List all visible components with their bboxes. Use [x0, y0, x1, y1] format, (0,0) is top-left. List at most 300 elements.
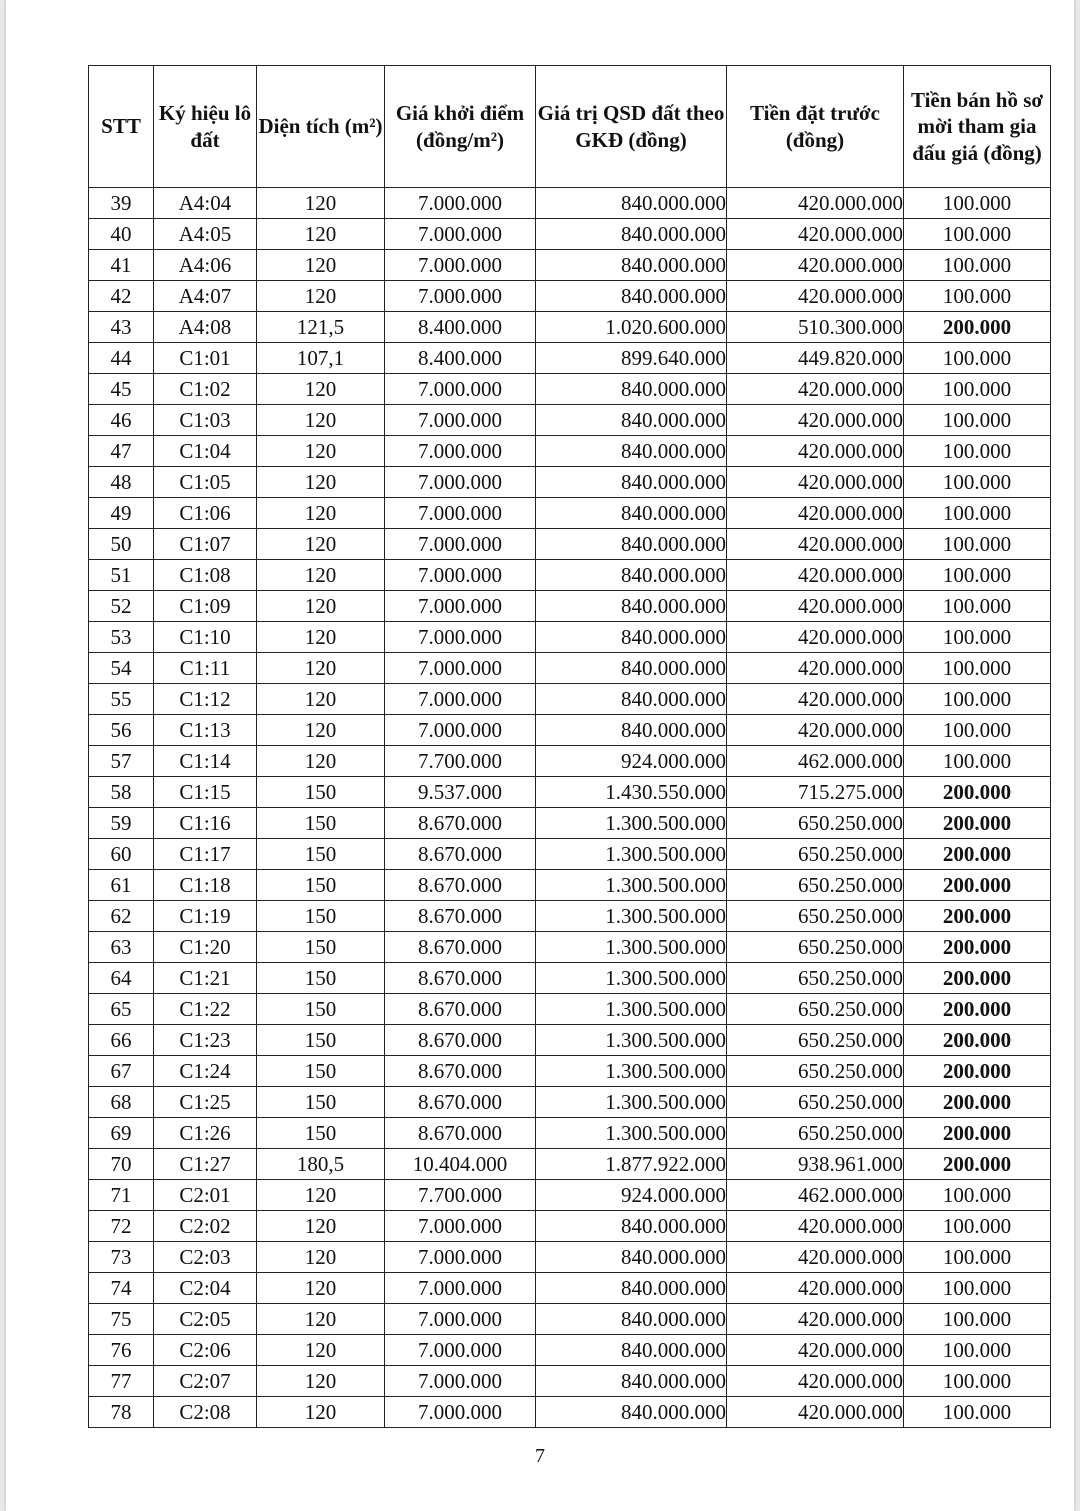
cell-lot-code: C1:20: [154, 932, 257, 963]
header-dossier-fee: Tiền bán hồ sơ mời tham gia đấu giá (đồng): [904, 66, 1051, 188]
cell-starting-price: 7.000.000: [385, 250, 536, 281]
cell-lot-code: C2:07: [154, 1366, 257, 1397]
cell-dossier-fee: 100.000: [904, 1335, 1051, 1366]
cell-starting-price: 7.700.000: [385, 746, 536, 777]
cell-lot-code: A4:05: [154, 219, 257, 250]
cell-starting-price: 8.670.000: [385, 932, 536, 963]
cell-land-value: 840.000.000: [536, 188, 727, 219]
cell-dossier-fee: 100.000: [904, 684, 1051, 715]
cell-dossier-fee: 100.000: [904, 374, 1051, 405]
cell-lot-code: C1:25: [154, 1087, 257, 1118]
cell-area: 120: [257, 1211, 385, 1242]
cell-dossier-fee: 200.000: [904, 1118, 1051, 1149]
cell-deposit: 449.820.000: [727, 343, 904, 374]
cell-deposit: 650.250.000: [727, 963, 904, 994]
cell-lot-code: C1:17: [154, 839, 257, 870]
cell-stt: 47: [89, 436, 154, 467]
cell-deposit: 650.250.000: [727, 870, 904, 901]
cell-dossier-fee: 100.000: [904, 591, 1051, 622]
cell-lot-code: C1:15: [154, 777, 257, 808]
table-header: [89, 66, 1051, 188]
cell-deposit: 420.000.000: [727, 405, 904, 436]
cell-deposit: 650.250.000: [727, 901, 904, 932]
cell-starting-price: 7.000.000: [385, 653, 536, 684]
cell-deposit: 420.000.000: [727, 622, 904, 653]
cell-dossier-fee: 100.000: [904, 746, 1051, 777]
cell-area: 120: [257, 436, 385, 467]
document-page: [6, 0, 1074, 1511]
cell-stt: 75: [89, 1304, 154, 1335]
cell-starting-price: 7.000.000: [385, 560, 536, 591]
cell-land-value: 840.000.000: [536, 1335, 727, 1366]
cell-land-value: 840.000.000: [536, 529, 727, 560]
cell-lot-code: C1:11: [154, 653, 257, 684]
table-row: [89, 808, 1051, 839]
cell-dossier-fee: 100.000: [904, 1211, 1051, 1242]
cell-area: 120: [257, 498, 385, 529]
cell-deposit: 420.000.000: [727, 467, 904, 498]
cell-area: 120: [257, 374, 385, 405]
cell-lot-code: C1:08: [154, 560, 257, 591]
cell-lot-code: C2:05: [154, 1304, 257, 1335]
cell-stt: 62: [89, 901, 154, 932]
cell-land-value: 840.000.000: [536, 405, 727, 436]
cell-land-value: 1.430.550.000: [536, 777, 727, 808]
cell-land-value: 1.300.500.000: [536, 1118, 727, 1149]
table-row: [89, 1211, 1051, 1242]
cell-starting-price: 7.000.000: [385, 1273, 536, 1304]
table-row: [89, 467, 1051, 498]
table-row: [89, 870, 1051, 901]
cell-area: 120: [257, 1180, 385, 1211]
cell-deposit: 420.000.000: [727, 591, 904, 622]
cell-dossier-fee: 100.000: [904, 653, 1051, 684]
cell-starting-price: 8.400.000: [385, 312, 536, 343]
cell-lot-code: C1:26: [154, 1118, 257, 1149]
cell-deposit: 462.000.000: [727, 746, 904, 777]
cell-land-value: 1.300.500.000: [536, 808, 727, 839]
cell-starting-price: 7.000.000: [385, 498, 536, 529]
cell-stt: 54: [89, 653, 154, 684]
table-row: [89, 839, 1051, 870]
table-row: [89, 312, 1051, 343]
cell-stt: 72: [89, 1211, 154, 1242]
table-row: [89, 684, 1051, 715]
cell-area: 120: [257, 219, 385, 250]
cell-deposit: 420.000.000: [727, 250, 904, 281]
cell-area: 180,5: [257, 1149, 385, 1180]
cell-stt: 67: [89, 1056, 154, 1087]
table-body: [89, 188, 1051, 1428]
cell-dossier-fee: 200.000: [904, 312, 1051, 343]
cell-deposit: 420.000.000: [727, 1211, 904, 1242]
cell-stt: 53: [89, 622, 154, 653]
cell-stt: 63: [89, 932, 154, 963]
table-row: [89, 250, 1051, 281]
cell-stt: 59: [89, 808, 154, 839]
cell-stt: 58: [89, 777, 154, 808]
cell-land-value: 840.000.000: [536, 281, 727, 312]
cell-deposit: 650.250.000: [727, 932, 904, 963]
cell-starting-price: 8.670.000: [385, 1118, 536, 1149]
cell-lot-code: A4:06: [154, 250, 257, 281]
cell-lot-code: C1:06: [154, 498, 257, 529]
cell-lot-code: C2:03: [154, 1242, 257, 1273]
table-row: [89, 281, 1051, 312]
cell-land-value: 840.000.000: [536, 591, 727, 622]
table-row: [89, 1087, 1051, 1118]
cell-starting-price: 8.670.000: [385, 901, 536, 932]
table-row: [89, 219, 1051, 250]
cell-stt: 50: [89, 529, 154, 560]
cell-dossier-fee: 100.000: [904, 560, 1051, 591]
cell-area: 120: [257, 188, 385, 219]
cell-stt: 42: [89, 281, 154, 312]
cell-stt: 64: [89, 963, 154, 994]
cell-starting-price: 8.670.000: [385, 1087, 536, 1118]
table-row: [89, 1056, 1051, 1087]
cell-deposit: 420.000.000: [727, 529, 904, 560]
cell-land-value: 840.000.000: [536, 1397, 727, 1428]
cell-lot-code: C2:06: [154, 1335, 257, 1366]
cell-dossier-fee: 200.000: [904, 901, 1051, 932]
cell-lot-code: C1:13: [154, 715, 257, 746]
cell-area: 150: [257, 839, 385, 870]
cell-stt: 48: [89, 467, 154, 498]
land-lot-table: [88, 65, 1051, 1428]
table-row: [89, 932, 1051, 963]
cell-dossier-fee: 200.000: [904, 777, 1051, 808]
cell-starting-price: 7.000.000: [385, 188, 536, 219]
cell-area: 120: [257, 591, 385, 622]
cell-lot-code: C1:12: [154, 684, 257, 715]
cell-lot-code: C1:10: [154, 622, 257, 653]
cell-dossier-fee: 200.000: [904, 932, 1051, 963]
cell-stt: 45: [89, 374, 154, 405]
cell-dossier-fee: 100.000: [904, 1304, 1051, 1335]
table-row: [89, 994, 1051, 1025]
cell-land-value: 840.000.000: [536, 1304, 727, 1335]
cell-stt: 44: [89, 343, 154, 374]
cell-starting-price: 7.000.000: [385, 684, 536, 715]
table-row: [89, 1366, 1051, 1397]
cell-land-value: 840.000.000: [536, 467, 727, 498]
table-row: [89, 343, 1051, 374]
cell-area: 120: [257, 1335, 385, 1366]
cell-deposit: 420.000.000: [727, 1304, 904, 1335]
cell-starting-price: 8.400.000: [385, 343, 536, 374]
cell-land-value: 1.300.500.000: [536, 994, 727, 1025]
cell-dossier-fee: 100.000: [904, 622, 1051, 653]
cell-land-value: 899.640.000: [536, 343, 727, 374]
cell-dossier-fee: 200.000: [904, 1056, 1051, 1087]
table-row: [89, 1273, 1051, 1304]
cell-starting-price: 7.000.000: [385, 281, 536, 312]
cell-dossier-fee: 200.000: [904, 963, 1051, 994]
cell-stt: 78: [89, 1397, 154, 1428]
cell-starting-price: 8.670.000: [385, 870, 536, 901]
cell-deposit: 650.250.000: [727, 1087, 904, 1118]
table-row: [89, 746, 1051, 777]
cell-lot-code: C1:23: [154, 1025, 257, 1056]
table-row: [89, 1397, 1051, 1428]
cell-deposit: 650.250.000: [727, 994, 904, 1025]
cell-area: 107,1: [257, 343, 385, 374]
cell-area: 120: [257, 529, 385, 560]
cell-lot-code: C1:01: [154, 343, 257, 374]
cell-deposit: 938.961.000: [727, 1149, 904, 1180]
cell-starting-price: 7.000.000: [385, 715, 536, 746]
cell-starting-price: 7.000.000: [385, 436, 536, 467]
cell-stt: 74: [89, 1273, 154, 1304]
cell-deposit: 650.250.000: [727, 1118, 904, 1149]
cell-deposit: 650.250.000: [727, 1056, 904, 1087]
cell-starting-price: 8.670.000: [385, 1056, 536, 1087]
cell-dossier-fee: 200.000: [904, 1087, 1051, 1118]
cell-stt: 41: [89, 250, 154, 281]
cell-land-value: 1.877.922.000: [536, 1149, 727, 1180]
cell-starting-price: 8.670.000: [385, 808, 536, 839]
cell-land-value: 840.000.000: [536, 219, 727, 250]
cell-dossier-fee: 100.000: [904, 529, 1051, 560]
cell-stt: 76: [89, 1335, 154, 1366]
cell-stt: 56: [89, 715, 154, 746]
cell-area: 120: [257, 1273, 385, 1304]
cell-stt: 57: [89, 746, 154, 777]
cell-dossier-fee: 200.000: [904, 1025, 1051, 1056]
cell-land-value: 924.000.000: [536, 746, 727, 777]
cell-deposit: 650.250.000: [727, 808, 904, 839]
cell-area: 120: [257, 467, 385, 498]
table-row: [89, 1180, 1051, 1211]
cell-starting-price: 10.404.000: [385, 1149, 536, 1180]
cell-area: 120: [257, 746, 385, 777]
cell-lot-code: C2:01: [154, 1180, 257, 1211]
cell-starting-price: 8.670.000: [385, 963, 536, 994]
cell-dossier-fee: 100.000: [904, 498, 1051, 529]
cell-starting-price: 7.000.000: [385, 591, 536, 622]
cell-area: 120: [257, 1366, 385, 1397]
cell-starting-price: 7.000.000: [385, 529, 536, 560]
cell-land-value: 840.000.000: [536, 653, 727, 684]
table-row: [89, 1242, 1051, 1273]
cell-stt: 61: [89, 870, 154, 901]
cell-land-value: 1.300.500.000: [536, 1087, 727, 1118]
cell-land-value: 1.300.500.000: [536, 963, 727, 994]
cell-starting-price: 7.000.000: [385, 405, 536, 436]
cell-area: 120: [257, 560, 385, 591]
cell-land-value: 840.000.000: [536, 1242, 727, 1273]
cell-area: 150: [257, 932, 385, 963]
cell-lot-code: C1:07: [154, 529, 257, 560]
cell-land-value: 840.000.000: [536, 1366, 727, 1397]
cell-area: 121,5: [257, 312, 385, 343]
cell-starting-price: 8.670.000: [385, 839, 536, 870]
cell-dossier-fee: 100.000: [904, 436, 1051, 467]
cell-lot-code: C2:04: [154, 1273, 257, 1304]
cell-stt: 66: [89, 1025, 154, 1056]
cell-land-value: 1.300.500.000: [536, 870, 727, 901]
table-row: [89, 405, 1051, 436]
cell-lot-code: C1:04: [154, 436, 257, 467]
cell-stt: 69: [89, 1118, 154, 1149]
cell-land-value: 840.000.000: [536, 715, 727, 746]
cell-land-value: 840.000.000: [536, 250, 727, 281]
cell-dossier-fee: 100.000: [904, 467, 1051, 498]
cell-dossier-fee: 100.000: [904, 281, 1051, 312]
cell-deposit: 650.250.000: [727, 839, 904, 870]
table-row: [89, 560, 1051, 591]
cell-stt: 71: [89, 1180, 154, 1211]
cell-land-value: 1.300.500.000: [536, 1025, 727, 1056]
cell-stt: 55: [89, 684, 154, 715]
cell-stt: 40: [89, 219, 154, 250]
cell-area: 150: [257, 1025, 385, 1056]
cell-lot-code: C1:02: [154, 374, 257, 405]
cell-land-value: 1.300.500.000: [536, 901, 727, 932]
cell-starting-price: 7.000.000: [385, 1211, 536, 1242]
cell-lot-code: A4:04: [154, 188, 257, 219]
table-row: [89, 1118, 1051, 1149]
cell-lot-code: C1:24: [154, 1056, 257, 1087]
cell-land-value: 1.300.500.000: [536, 1056, 727, 1087]
header-land-value: Giá trị QSD đất theo GKĐ (đồng): [536, 66, 727, 188]
cell-deposit: 420.000.000: [727, 1335, 904, 1366]
cell-deposit: 420.000.000: [727, 1366, 904, 1397]
cell-deposit: 420.000.000: [727, 1242, 904, 1273]
cell-stt: 77: [89, 1366, 154, 1397]
cell-dossier-fee: 200.000: [904, 839, 1051, 870]
cell-land-value: 840.000.000: [536, 622, 727, 653]
table-row: [89, 498, 1051, 529]
cell-deposit: 420.000.000: [727, 498, 904, 529]
cell-stt: 73: [89, 1242, 154, 1273]
cell-stt: 39: [89, 188, 154, 219]
cell-land-value: 1.300.500.000: [536, 932, 727, 963]
cell-starting-price: 7.000.000: [385, 467, 536, 498]
table-row: [89, 374, 1051, 405]
cell-area: 150: [257, 1118, 385, 1149]
cell-dossier-fee: 100.000: [904, 250, 1051, 281]
cell-land-value: 924.000.000: [536, 1180, 727, 1211]
cell-lot-code: C1:05: [154, 467, 257, 498]
cell-stt: 60: [89, 839, 154, 870]
cell-lot-code: C2:08: [154, 1397, 257, 1428]
cell-deposit: 420.000.000: [727, 653, 904, 684]
cell-lot-code: C1:18: [154, 870, 257, 901]
cell-area: 120: [257, 653, 385, 684]
cell-deposit: 420.000.000: [727, 715, 904, 746]
cell-starting-price: 7.000.000: [385, 1366, 536, 1397]
cell-dossier-fee: 100.000: [904, 1180, 1051, 1211]
cell-stt: 68: [89, 1087, 154, 1118]
cell-area: 120: [257, 281, 385, 312]
header-area: Diện tích (m²): [257, 66, 385, 188]
cell-stt: 52: [89, 591, 154, 622]
cell-starting-price: 7.000.000: [385, 219, 536, 250]
cell-dossier-fee: 100.000: [904, 1366, 1051, 1397]
cell-dossier-fee: 200.000: [904, 808, 1051, 839]
cell-starting-price: 8.670.000: [385, 994, 536, 1025]
cell-starting-price: 7.700.000: [385, 1180, 536, 1211]
cell-land-value: 840.000.000: [536, 1273, 727, 1304]
cell-dossier-fee: 100.000: [904, 715, 1051, 746]
table-row: [89, 622, 1051, 653]
cell-area: 150: [257, 994, 385, 1025]
table-row: [89, 188, 1051, 219]
cell-land-value: 1.300.500.000: [536, 839, 727, 870]
cell-deposit: 420.000.000: [727, 560, 904, 591]
cell-deposit: 420.000.000: [727, 281, 904, 312]
table-row: [89, 436, 1051, 467]
cell-area: 150: [257, 777, 385, 808]
cell-dossier-fee: 200.000: [904, 994, 1051, 1025]
cell-stt: 65: [89, 994, 154, 1025]
cell-dossier-fee: 100.000: [904, 343, 1051, 374]
cell-area: 150: [257, 1087, 385, 1118]
table-row: [89, 1304, 1051, 1335]
cell-area: 120: [257, 715, 385, 746]
cell-starting-price: 7.000.000: [385, 1397, 536, 1428]
cell-dossier-fee: 100.000: [904, 219, 1051, 250]
cell-dossier-fee: 100.000: [904, 405, 1051, 436]
cell-area: 120: [257, 405, 385, 436]
cell-stt: 43: [89, 312, 154, 343]
table-row: [89, 901, 1051, 932]
cell-stt: 49: [89, 498, 154, 529]
cell-area: 150: [257, 901, 385, 932]
cell-land-value: 840.000.000: [536, 436, 727, 467]
table-row: [89, 715, 1051, 746]
cell-land-value: 840.000.000: [536, 684, 727, 715]
cell-dossier-fee: 200.000: [904, 1149, 1051, 1180]
cell-starting-price: 7.000.000: [385, 374, 536, 405]
table-row: [89, 1149, 1051, 1180]
cell-lot-code: C1:14: [154, 746, 257, 777]
cell-dossier-fee: 100.000: [904, 1242, 1051, 1273]
cell-lot-code: C1:19: [154, 901, 257, 932]
cell-deposit: 462.000.000: [727, 1180, 904, 1211]
cell-area: 150: [257, 870, 385, 901]
cell-area: 120: [257, 1397, 385, 1428]
cell-starting-price: 7.000.000: [385, 1304, 536, 1335]
cell-stt: 70: [89, 1149, 154, 1180]
cell-stt: 46: [89, 405, 154, 436]
cell-lot-code: C1:03: [154, 405, 257, 436]
page-number: 7: [535, 1445, 545, 1467]
header-stt: STT: [89, 66, 154, 188]
table-row: [89, 653, 1051, 684]
cell-starting-price: 7.000.000: [385, 622, 536, 653]
cell-land-value: 840.000.000: [536, 560, 727, 591]
cell-area: 120: [257, 622, 385, 653]
cell-area: 120: [257, 1304, 385, 1335]
cell-land-value: 840.000.000: [536, 374, 727, 405]
header-lot-code: Ký hiệu lô đất: [154, 66, 257, 188]
cell-lot-code: C2:02: [154, 1211, 257, 1242]
table-row: [89, 529, 1051, 560]
cell-deposit: 420.000.000: [727, 1397, 904, 1428]
cell-deposit: 420.000.000: [727, 436, 904, 467]
cell-lot-code: C1:27: [154, 1149, 257, 1180]
cell-area: 150: [257, 808, 385, 839]
cell-area: 120: [257, 1242, 385, 1273]
cell-area: 120: [257, 684, 385, 715]
cell-deposit: 420.000.000: [727, 219, 904, 250]
cell-starting-price: 9.537.000: [385, 777, 536, 808]
cell-area: 150: [257, 1056, 385, 1087]
cell-dossier-fee: 100.000: [904, 188, 1051, 219]
